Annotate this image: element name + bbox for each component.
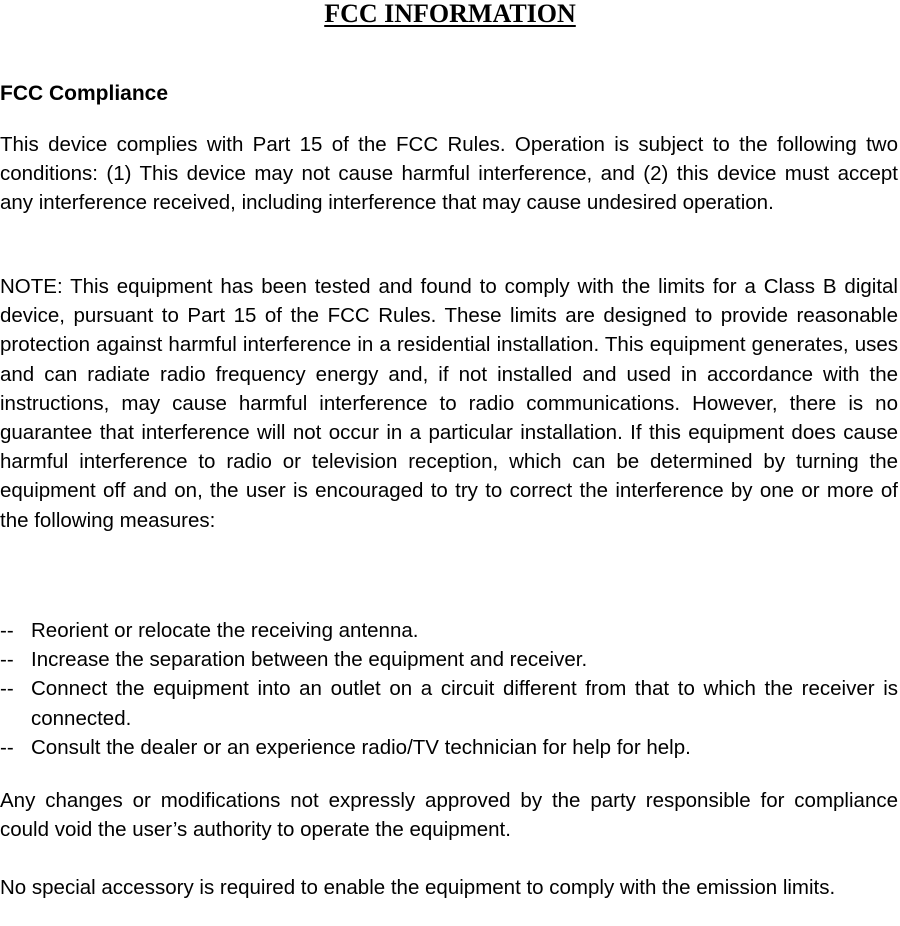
measure-text: Consult the dealer or an experience radio/TV technician for help for help. bbox=[31, 735, 691, 759]
list-item bbox=[0, 733, 898, 762]
measure-text: Connect the equipment into an outlet on a circuit different from that to which the receiver is connected. bbox=[31, 677, 898, 730]
list-item bbox=[0, 674, 898, 732]
compliance-paragraph: This device complies with Part 15 of the FCC Rules. Operation is subject to the following two conditions: (1) This device may not cause harmful interference, and (2) this device must accept any interference received, including interference that may cause undesired operation. bbox=[0, 133, 898, 215]
modifications-paragraph: Any changes or modifications not expressly approved by the party responsible for compliance could void the user’s authority to operate the equipment. bbox=[0, 789, 898, 842]
page-title: FCC INFORMATION bbox=[324, 0, 576, 28]
measures-list bbox=[0, 616, 898, 762]
bullet-dash: -- bbox=[0, 677, 14, 701]
bullet-dash: -- bbox=[0, 648, 14, 672]
bullet-dash: -- bbox=[0, 619, 14, 642]
section-heading: FCC Compliance bbox=[0, 82, 169, 105]
measure-text: Reorient or relocate the receiving antenna. bbox=[31, 619, 419, 642]
accessory-paragraph: No special accessory is required to enable the equipment to comply with the emission limits. bbox=[0, 876, 836, 899]
bullet-dash: -- bbox=[0, 735, 14, 759]
measure-text: Increase the separation between the equipment and receiver. bbox=[31, 648, 588, 672]
list-item bbox=[0, 645, 898, 674]
list-item bbox=[0, 616, 898, 645]
note-paragraph: NOTE: This equipment has been tested and found to comply with the limits for a Class B digital device, pursuant to Part 15 of the FCC Rules. These limits are designed to provide reasonable protection against harmful interference in a residential installation. This equipment generates, uses and can radiate radio frequency energy and, if not installed and used in accordance with the instructions, may cause harmful interference to radio communications. However, there is no guarantee that interference will not occur in a particular installation. If this equipment does cause harmful interference to radio or television reception, which can be determined by turning the equipment off and on, the user is encouraged to try to correct the interference by one or more of the following measures: bbox=[0, 275, 898, 532]
